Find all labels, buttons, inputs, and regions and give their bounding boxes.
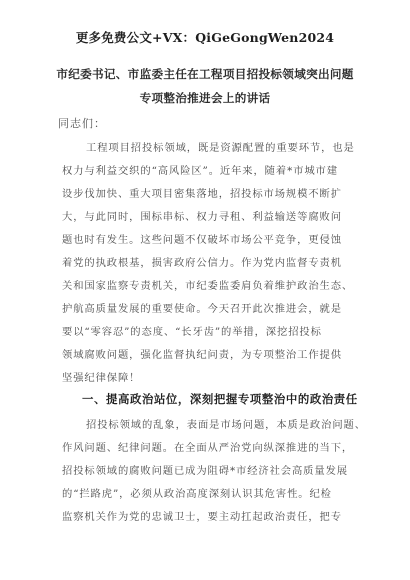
paragraph-line: 领域腐败问题，强化监督执纪问责，为专项整治工作提供 bbox=[62, 349, 342, 361]
paragraph-line: 要以“零容忍”的态度、“长牙齿”的举措，深挖招投标 bbox=[62, 326, 322, 338]
paragraph-line: 招投标领域的乱象，表面是市场问题，本质是政治问题、 bbox=[86, 419, 366, 431]
paragraph-line: 题也时有发生。这些问题不仅破坏市场公平竞争，更侵蚀 bbox=[62, 234, 342, 246]
salutation: 同志们： bbox=[58, 117, 106, 130]
paragraph-line: 设步伐加快、重大项目密集落地，招投标市场规模不断扩 bbox=[62, 188, 342, 200]
paragraph-line: 护航高质量发展的重要使命。今天召开此次推进会，就是 bbox=[62, 303, 342, 315]
paragraph-line: 关和国家监察专责机关，市纪委监委肩负着维护政治生态、 bbox=[62, 280, 354, 292]
paragraph-line: 着党的执政根基，损害政府公信力。作为党内监督专责机 bbox=[62, 257, 342, 269]
paragraph-line: 大，与此同时，围标串标、权力寻租、利益输送等腐败问 bbox=[62, 211, 342, 223]
paragraph-line: 的“拦路虎”，必须从政治高度深刻认识其危害性。纪检 bbox=[62, 488, 332, 500]
paragraph-line: 权力与利益交织的“高风险区”。近年来，随着*市城市建 bbox=[62, 165, 338, 177]
paragraph-line: 监察机关作为党的忠诚卫士，要主动扛起政治责任，把专 bbox=[62, 511, 342, 523]
paragraph-line: 作风问题、纪律问题。在全面从严治党向纵深推进的当下， bbox=[62, 442, 354, 454]
paragraph-line: 招投标领域的腐败问题已成为阻碍*市经济社会高质量发展 bbox=[62, 465, 348, 477]
paragraph-line: 坚强纪律保障！ bbox=[62, 372, 141, 384]
paragraph-line: 工程项目招投标领域，既是资源配置的重要环节，也是 bbox=[86, 142, 355, 154]
document-title-line-2: 专项整治推进会上的讲话 bbox=[139, 91, 271, 105]
section-heading: 一、提高政治站位，深刻把握专项整治中的政治责任 bbox=[82, 392, 358, 406]
document-title-line-1: 市纪委书记、市监委主任在工程项目招投标领域突出问题 bbox=[56, 67, 354, 81]
header-note: 更多免费公文+VX：QiGeGongWen2024 bbox=[75, 30, 335, 45]
